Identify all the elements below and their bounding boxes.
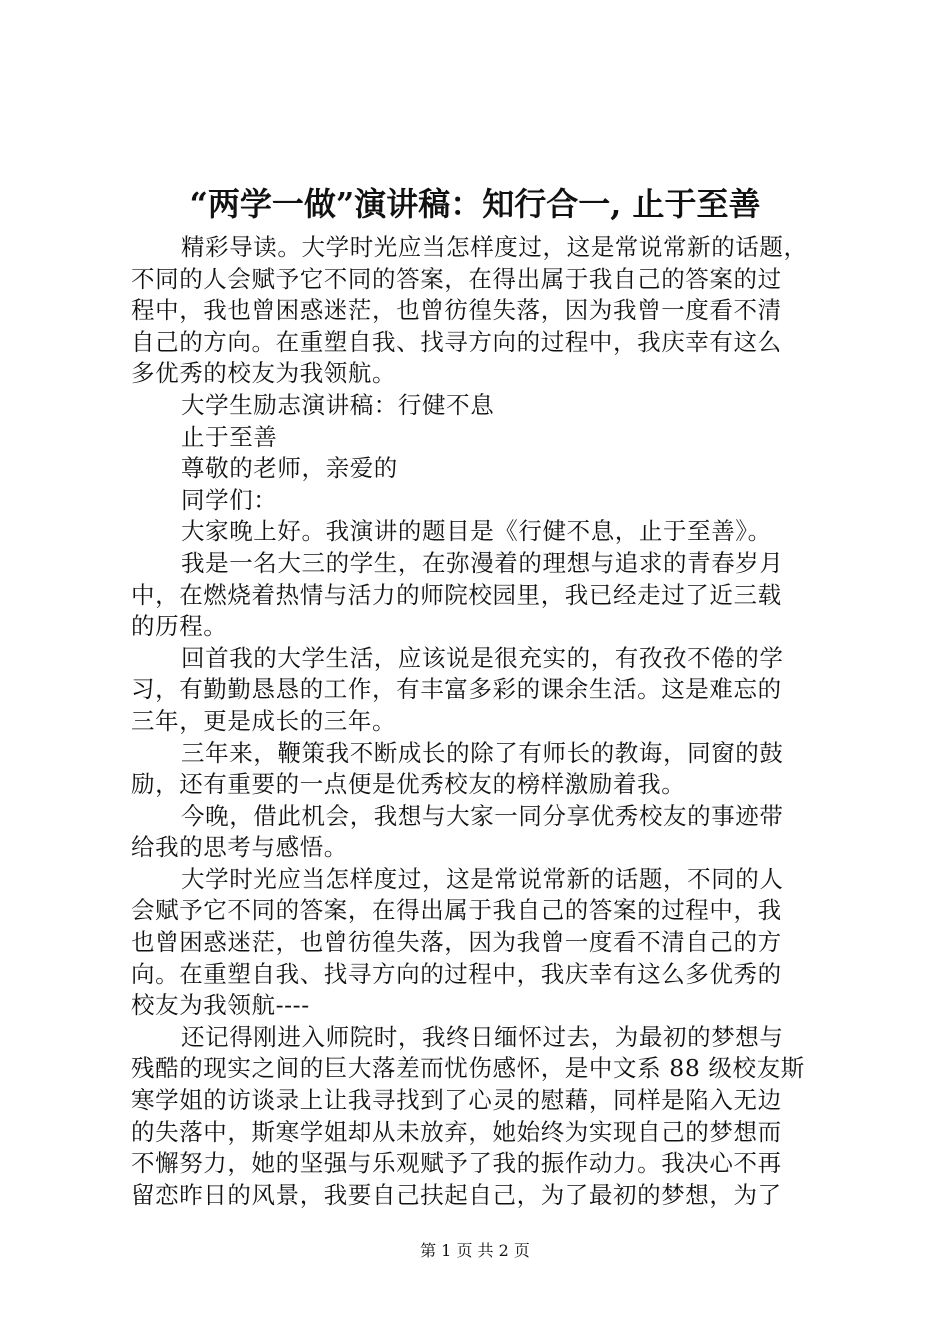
text-line: 寒学姐的访谈录上让我寻找到了心灵的慰藉，同样是陷入无边 — [131, 1086, 782, 1115]
text-line: 的历程。 — [131, 612, 228, 641]
text-line: 习，有勤勤恳恳的工作，有丰富多彩的课余生活。这是难忘的 — [131, 675, 782, 704]
text-line: 大家晚上好。我演讲的题目是《行健不息，止于至善》。 — [181, 517, 772, 546]
text-line: 我是一名大三的学生，在弥漫着的理想与追求的青春岁月 — [181, 548, 784, 577]
text-line: 自己的方向。在重塑自我、找寻方向的过程中，我庆幸有这么 — [131, 327, 782, 356]
text-line: 校友为我领航---- — [131, 991, 310, 1020]
text-line: 同学们： — [181, 485, 278, 514]
text-line: 大学生励志演讲稿：行健不息 — [181, 390, 495, 419]
text-line: 大学时光应当怎样度过，这是常说常新的话题，不同的人 — [181, 864, 784, 893]
text-line: 给我的思考与感悟。 — [131, 833, 348, 862]
text-line: 程中，我也曾困惑迷茫，也曾彷徨失落，因为我曾一度看不清 — [131, 296, 782, 325]
text-line: 还记得刚进入师院时，我终日缅怀过去，为最初的梦想与 — [181, 1022, 784, 1051]
text-line: 励，还有重要的一点便是优秀校友的榜样激励着我。 — [131, 770, 686, 799]
text-line: 的失落中，斯寒学姐却从未放弃，她始终为实现自己的梦想而 — [131, 1117, 782, 1146]
text-line: 会赋予它不同的答案，在得出属于我自己的答案的过程中，我 — [131, 896, 782, 925]
document-title: “两学一做”演讲稿：知行合一, 止于至善 — [189, 185, 761, 223]
text-line: 留恋昨日的风景，我要自己扶起自己，为了最初的梦想，为了 — [131, 1180, 782, 1209]
text-line: 三年来，鞭策我不断成长的除了有师长的教诲，同窗的鼓 — [181, 738, 784, 767]
text-line: 多优秀的校友为我领航。 — [131, 359, 397, 388]
document-body — [131, 232, 831, 1211]
text-line: 今晚，借此机会，我想与大家一同分享优秀校友的事迹带 — [181, 801, 784, 830]
page-footer: 第 1 页 共 2 页 — [420, 1241, 530, 1260]
text-line: 回首我的大学生活，应该说是很充实的，有孜孜不倦的学 — [181, 643, 784, 672]
text-line: 向。在重塑自我、找寻方向的过程中，我庆幸有这么多优秀的 — [131, 959, 782, 988]
text-line: 不懈努力，她的坚强与乐观赋予了我的振作动力。我决心不再 — [131, 1149, 782, 1178]
text-line: 三年，更是成长的三年。 — [131, 706, 397, 735]
text-line: 中，在燃烧着热情与活力的师院校园里，我已经走过了近三载 — [131, 580, 782, 609]
text-line: 精彩导读。大学时光应当怎样度过，这是常说常新的话题， — [181, 233, 808, 261]
text-line: 尊敬的老师，亲爱的 — [181, 454, 398, 483]
text-line: 残酷的现实之间的巨大落差而忧伤感怀，是中文系 88 级校友斯 — [131, 1054, 805, 1083]
text-line: 不同的人会赋予它不同的答案，在得出属于我自己的答案的过 — [131, 264, 782, 293]
text-line: 止于至善 — [181, 422, 278, 451]
text-line: 也曾困惑迷茫，也曾彷徨失落，因为我曾一度看不清自己的方 — [131, 928, 782, 957]
